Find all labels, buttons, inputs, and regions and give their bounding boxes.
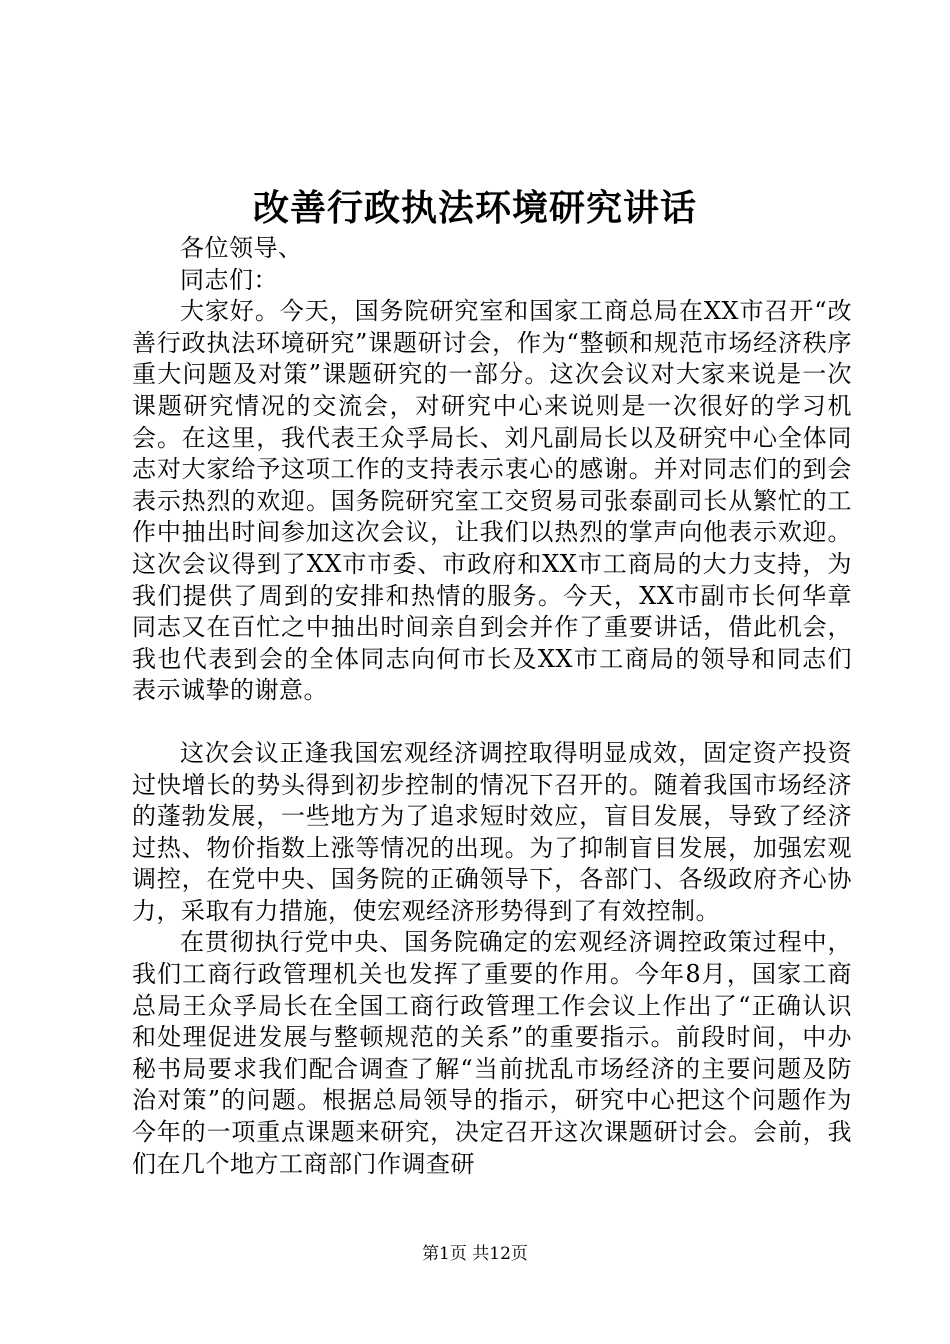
body-paragraph: 这次会议正逢我国宏观经济调控取得明显成效，固定资产投资过快增长的势头得到初步控制的情况下召开的。随着我国市场经济的蓬勃发展，一些地方为了追求短时效应，盲目发展，导致了经济过热、物价指数上涨等情况的出现。为了抑制盲目发展，加强宏观调控，在党中央、国务院的正确领导下，各部门、各级政府齐心协力，采取有力措施，使宏观经济形势得到了有效控制。 — [132, 738, 852, 925]
salutation-comrades: 同志们： — [180, 265, 278, 294]
salutation-leaders: 各位领导、 — [180, 234, 303, 262]
document-title: 改善行政执法环境研究讲话 — [252, 187, 697, 229]
document-body — [132, 233, 852, 1180]
body-paragraph: 在贯彻执行党中央、国务院确定的宏观经济调控政策过程中，我们工商行政管理机关也发挥了重要的作用。今年8月，国家工商总局王众孚局长在全国工商行政管理工作会议上作出了“正确认识和处理促进发展与整顿规范的关系”的重要指示。前段时间，中办秘书局要求我们配合调查了解“当前扰乱市场经济的主要问题及防治对策”的问题。根据总局领导的指示，研究中心把这个问题作为今年的一项重点课题来研究，决定召开这次课题研讨会。会前，我们在几个地方工商部门作调查研 — [132, 928, 852, 1178]
body-paragraph: 大家好。今天，国务院研究室和国家工商总局在XX市召开“改善行政执法环境研究”课题研讨会，作为“整顿和规范市场经济秩序重大问题及对策”课题研究的一部分。这次会议对大家来说是一次课题研究情况的交流会，对研究中心来说则是一次很好的学习机会。在这里，我代表王众孚局长、刘凡副局长以及研究中心全体同志对大家给予这项工作的支持表示衷心的感谢。并对同志们的到会表示热烈的欢迎。国务院研究室工交贸易司张泰副司长从繁忙的工作中抽出时间参加这次会议，让我们以热烈的掌声向他表示欢迎。这次会议得到了XX市市委、市政府和XX市工商局的大力支持，为我们提供了周到的安排和热情的服务。今天，XX市副市长何华章同志又在百忙之中抽出时间亲自到会并作了重要讲话，借此机会，我也代表到会的全体同志向何市长及XX市工商局的领导和同志们表示诚挚的谢意。 — [132, 297, 852, 705]
page-number-footer: 第1页 共12页 — [422, 1244, 528, 1264]
